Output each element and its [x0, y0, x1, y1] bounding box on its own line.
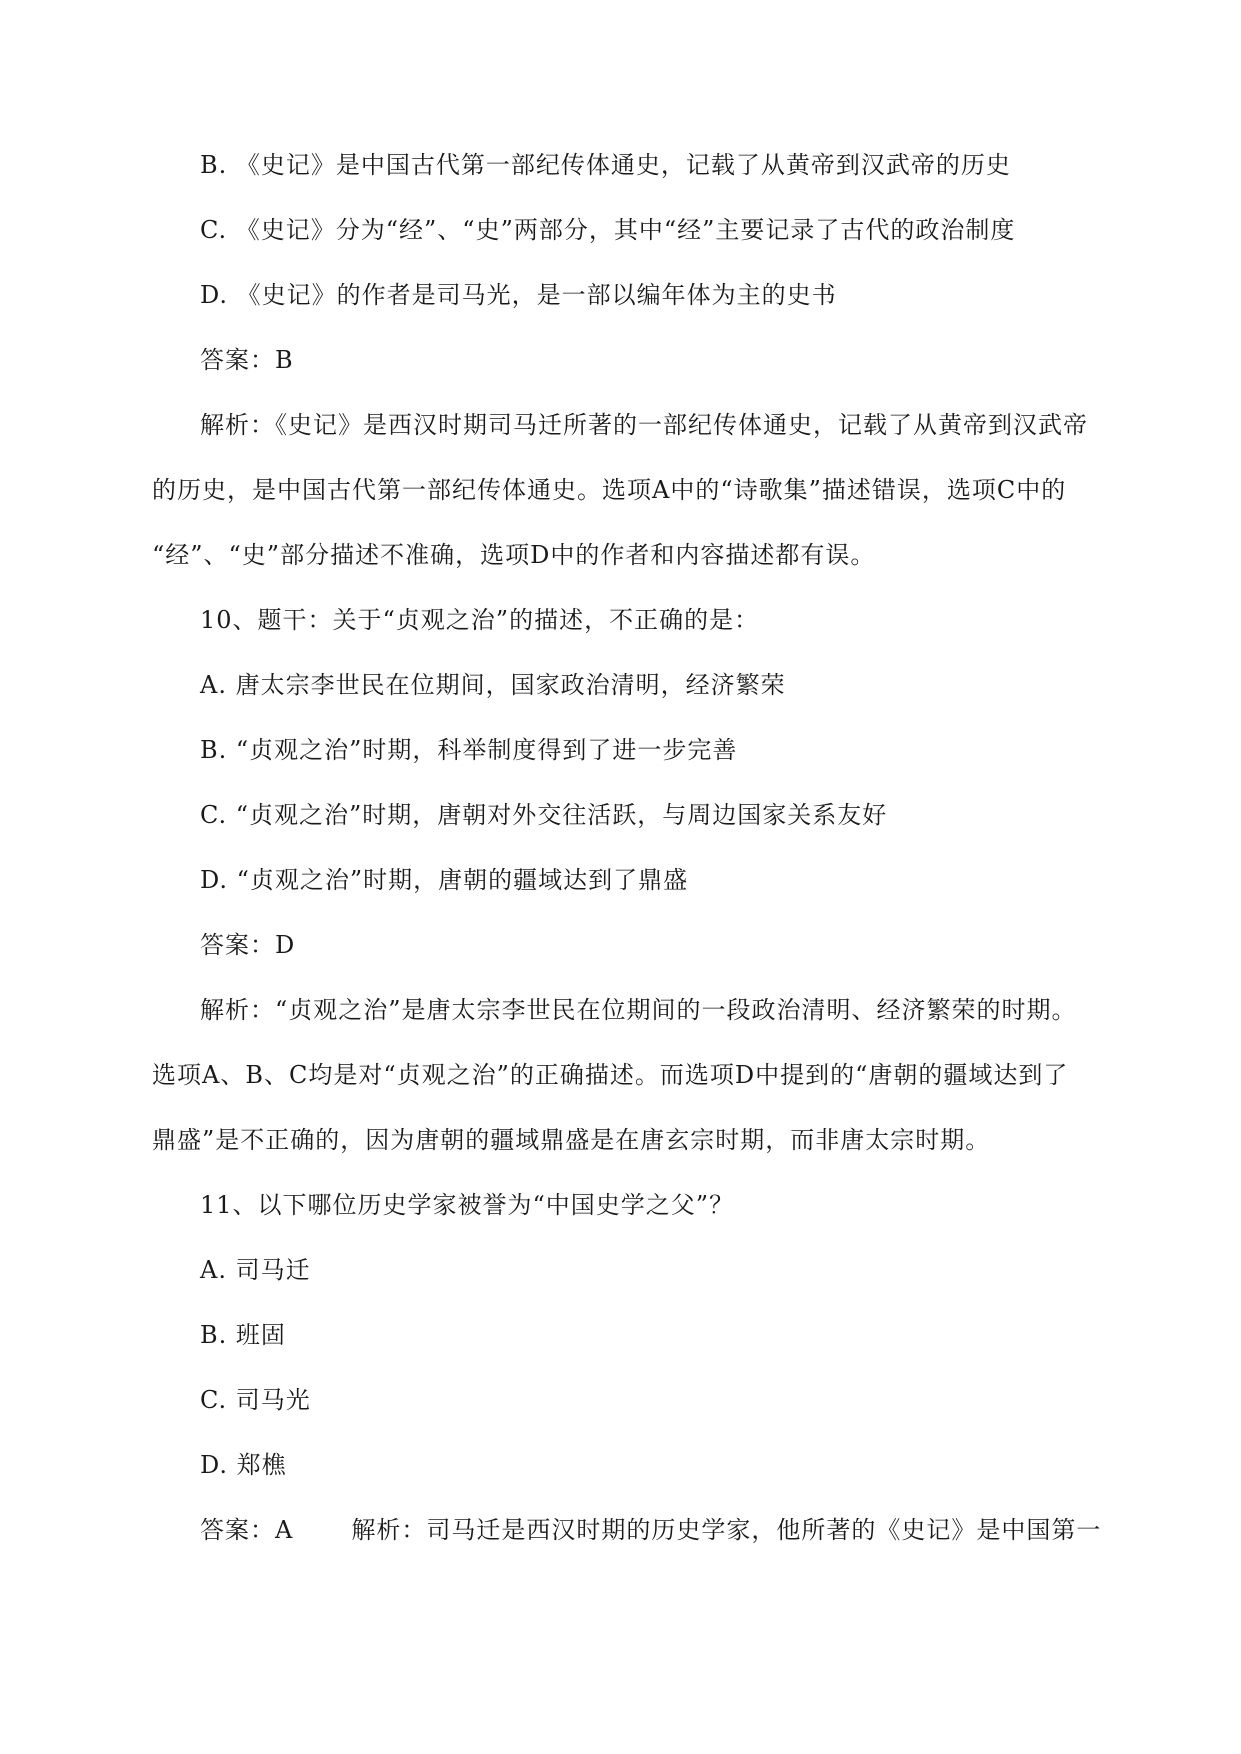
q9-option-b: B. 《史记》是中国古代第一部纪传体通史，记载了从黄帝到汉武帝的历史 — [200, 151, 1011, 179]
q11-stem: 11、以下哪位历史学家被誉为“中国史学之父”？ — [200, 1191, 735, 1219]
q10-analysis-line-1: 解析：“贞观之治”是唐太宗李世民在位期间的一段政治清明、经济繁荣的时期。 — [200, 996, 1077, 1024]
q9-option-c: C. 《史记》分为“经”、“史”两部分，其中“经”主要记录了古代的政治制度 — [200, 216, 1016, 244]
q9-analysis-line-1: 解析：《史记》是西汉时期司马迁所著的一部纪传体通史，记载了从黄帝到汉武帝 — [200, 411, 1088, 439]
q10-option-b: B. “贞观之治”时期，科举制度得到了进一步完善 — [200, 736, 738, 764]
q9-analysis-line-3: “经”、“史”部分描述不准确，选项D中的作者和内容描述都有误。 — [152, 541, 876, 569]
q10-analysis-line-3: 鼎盛”是不正确的，因为唐朝的疆域鼎盛是在唐玄宗时期，而非唐太宗时期。 — [152, 1126, 991, 1154]
q11-option-c: C. 司马光 — [200, 1386, 311, 1414]
q10-analysis-line-2: 选项A、B、C均是对“贞观之治”的正确描述。而选项D中提到的“唐朝的疆域达到了 — [152, 1061, 1069, 1089]
q10-option-c: C. “贞观之治”时期，唐朝对外交往活跃，与周边国家关系友好 — [200, 801, 888, 829]
q11-option-d: D. 郑樵 — [200, 1451, 287, 1479]
q11-analysis: 解析：司马迁是西汉时期的历史学家，他所著的《史记》是中国第一 — [351, 1516, 1102, 1544]
q9-option-d: D. 《史记》的作者是司马光，是一部以编年体为主的史书 — [200, 281, 837, 309]
q11-option-b: B. 班固 — [200, 1321, 286, 1349]
q10-option-d: D. “贞观之治”时期，唐朝的疆域达到了鼎盛 — [200, 866, 689, 894]
q9-analysis-line-2: 的历史，是中国古代第一部纪传体通史。选项A中的“诗歌集”描述错误，选项C中的 — [152, 476, 1067, 504]
q10-option-a: A. 唐太宗李世民在位期间，国家政治清明，经济繁荣 — [200, 671, 786, 699]
q11-answer: 答案：A — [200, 1516, 294, 1544]
q9-answer: 答案：B — [200, 346, 294, 374]
q10-stem: 10、题干：关于“贞观之治”的描述，不正确的是： — [200, 606, 760, 634]
q10-answer: 答案：D — [200, 931, 296, 959]
q11-option-a: A. 司马迁 — [200, 1256, 311, 1284]
q11-answer-line — [200, 1514, 1101, 1546]
